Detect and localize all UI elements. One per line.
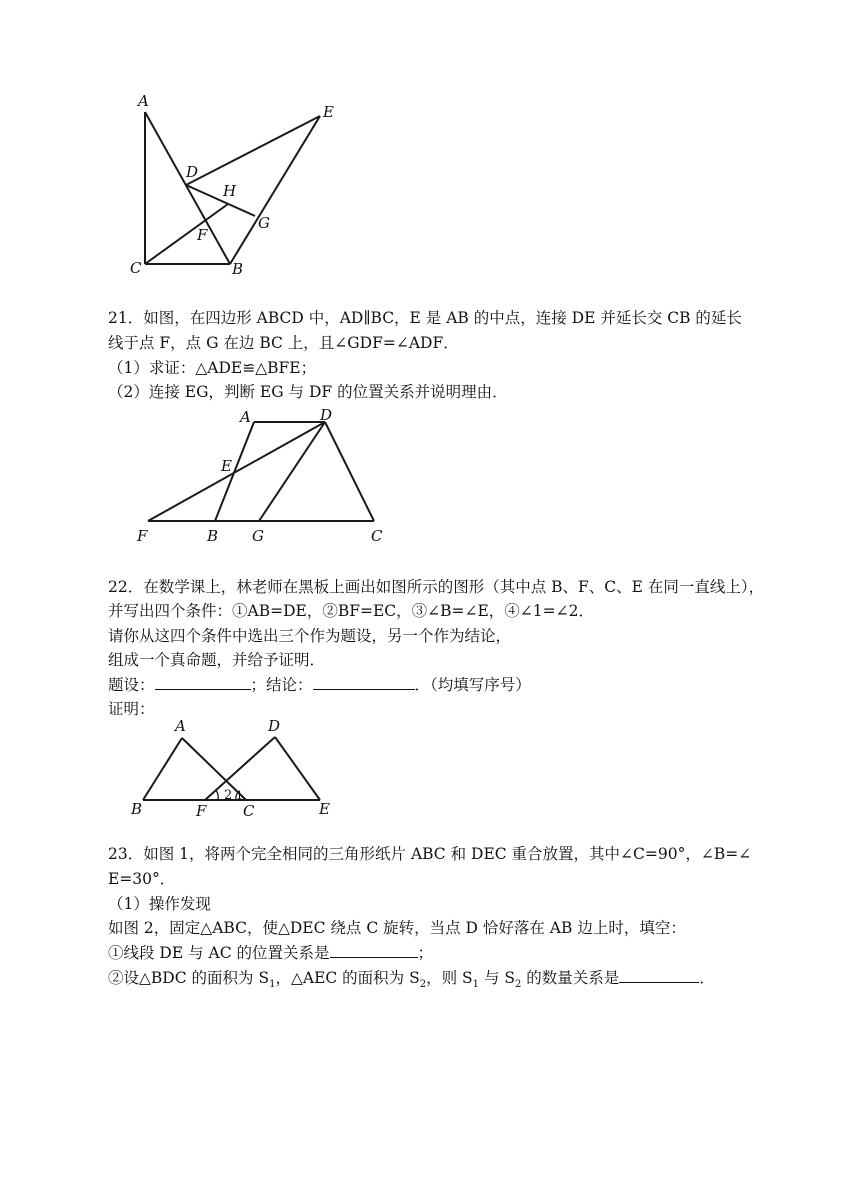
label-e: E [221, 457, 232, 475]
segment-dg [259, 422, 325, 521]
q23-item1 [108, 941, 433, 965]
segment-dc [325, 422, 374, 521]
item1-blank[interactable] [330, 941, 418, 958]
label-angle-2: 2 [224, 788, 233, 803]
label-f: F [137, 527, 148, 545]
sub-2a: 2 [419, 979, 427, 991]
item2-text-a: ②设△BDC 的面积为 S [108, 969, 270, 987]
segment-dg [186, 185, 255, 216]
q22-fill-line [108, 673, 531, 697]
segment-de [275, 737, 320, 800]
item2-text-c: ，则 S [426, 969, 473, 987]
q23-line3: 如图 2，固定△ABC，使△DEC 绕点 C 旋转，当点 D 恰好落在 AB 边上时，填空： [108, 919, 686, 937]
label-e: E [319, 800, 330, 818]
q23-line2: E=30°． [108, 870, 176, 888]
item2-blank[interactable] [619, 966, 699, 983]
q21-line2: 线于点 F，点 G 在边 BC 上，且∠GDF=∠ADF． [108, 334, 459, 352]
premise-blank[interactable] [155, 673, 251, 690]
q22-line3: 请你从这四个条件中选出三个作为题设，另一个作为结论， [108, 627, 512, 645]
label-g: G [258, 214, 270, 232]
q22-line2: 并写出四个条件：①AB=DE，②BF=EC，③∠B=∠E，④∠1=∠2． [108, 602, 594, 620]
label-b: B [207, 527, 219, 545]
label-b: B [232, 260, 244, 278]
q21-line1: 21．如图，在四边形 ABCD 中，AD∥BC，E 是 AB 的中点，连接 DE 并延长交 CB 的延长 [108, 309, 742, 327]
angle-arc-2 [216, 790, 218, 800]
label-c: C [130, 259, 142, 277]
label-d: D [320, 406, 333, 424]
sub-1b: 1 [472, 979, 480, 991]
item1-text: ①线段 DE 与 AC 的位置关系是 [108, 944, 330, 962]
label-d: D [186, 163, 199, 181]
segment-ab [145, 112, 230, 264]
label-h: H [223, 182, 237, 200]
label-a: A [175, 717, 186, 735]
q23-item2 [108, 966, 715, 997]
item2-text-b: ，△AEC 的面积为 S [275, 969, 420, 987]
label-angle-1: 1 [236, 789, 243, 802]
sub-1a: 1 [269, 979, 276, 991]
q21-part2: （2）连接 EG，判断 EG 与 DF 的位置关系并说明理由． [108, 383, 508, 401]
q21-part1: （1）求证：△ADE≌△BFE； [108, 359, 317, 377]
label-a: A [138, 92, 149, 110]
label-e: E [323, 103, 334, 121]
figure-q22 [125, 715, 355, 820]
item2-suffix: ． [699, 969, 715, 987]
item2-text-e: 的数量关系是 [521, 969, 620, 987]
label-c: C [371, 527, 383, 545]
q22-line4: 组成一个真命题，并给予证明． [108, 651, 326, 669]
segment-ch [145, 204, 228, 264]
label-g: G [252, 527, 264, 545]
q22-line1: 22．在数学课上，林老师在黑板上画出如图所示的图形（其中点 B、F、C、E 在同一直线上）， [108, 578, 765, 596]
conclusion-blank[interactable] [313, 673, 415, 690]
label-a: A [240, 408, 251, 426]
fill-note: ．（均填写序号） [414, 676, 531, 694]
item2-text-d: 与 S [479, 969, 515, 987]
q22-proof-label: 证明： [108, 700, 155, 718]
label-b: B [131, 800, 143, 818]
label-f: F [196, 802, 207, 820]
figure-q21 [130, 408, 400, 548]
segment-ab [143, 738, 182, 800]
label-f: F [197, 226, 208, 244]
premise-label: 题设： [108, 676, 155, 694]
label-c: C [243, 802, 255, 820]
item1-suffix: ； [417, 944, 434, 962]
q23-line1: 23．如图 1，将两个完全相同的三角形纸片 ABC 和 DEC 重合放置，其中∠C=90°，∠B=∠ [108, 845, 752, 863]
figure-q20 [120, 90, 360, 290]
sub-2b: 2 [515, 979, 522, 991]
conclusion-label: ；结论： [250, 676, 313, 694]
segment-df [148, 422, 325, 521]
q23-part1: （1）操作发现 [108, 895, 211, 913]
label-d: D [268, 717, 281, 735]
